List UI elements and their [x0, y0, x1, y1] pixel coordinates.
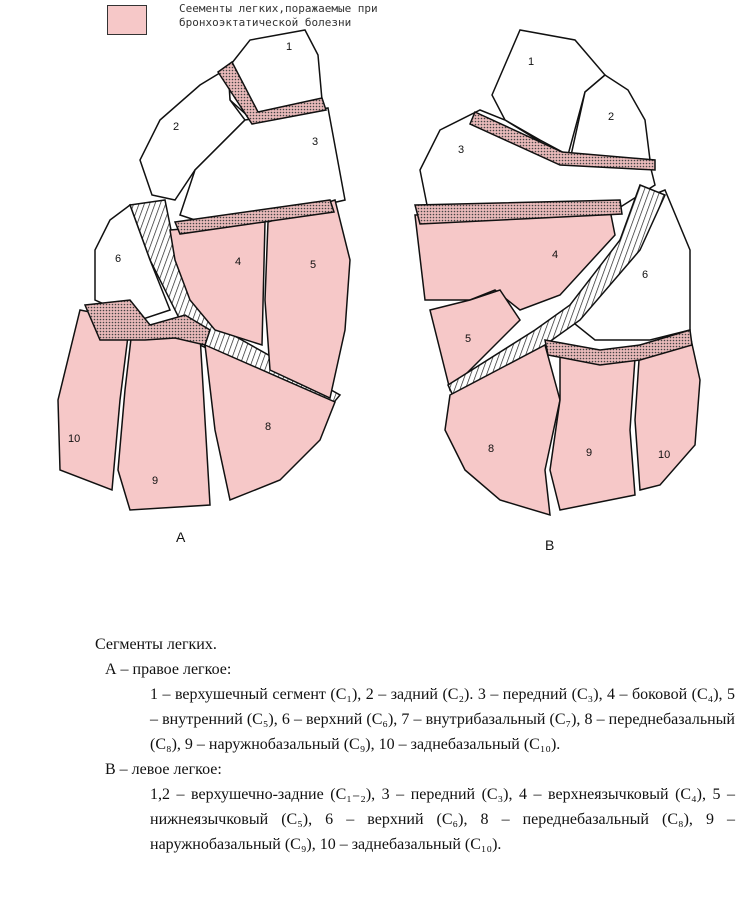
right-label-10: 10	[68, 433, 81, 445]
right-label-4: 4	[235, 256, 242, 268]
right-label-2: 2	[173, 121, 180, 133]
caption-part-a-heading: А – правое легкое:	[105, 661, 232, 678]
right-label-8: 8	[265, 421, 272, 433]
right-segment-9	[118, 330, 210, 510]
right-segment-5	[265, 200, 350, 398]
right-lung	[58, 30, 350, 510]
right-label-9: 9	[152, 475, 159, 487]
right-label-5: 5	[310, 259, 317, 271]
left-lung	[415, 30, 700, 515]
left-segment-9	[550, 355, 635, 510]
left-label-4: 4	[552, 249, 559, 261]
left-label-2: 2	[608, 111, 615, 123]
caption-part-b-heading: В – левое легкое:	[105, 761, 222, 778]
right-label-3: 3	[312, 136, 319, 148]
caption-b-label: B	[545, 537, 555, 553]
caption-part-a-text: 1 – верхушечный сегмент (C₁), 2 – задний (C₂). 3 – передний (C₃), 4 – боковой (C₄), 5 – внутренний (C₅), 6 – верхний (C₆), 7 – внутрибазальный (C₇), 8 – переднебазальный (C₈), 9 – наружнобазальный (C₉), 10 – заднебазальный (C₁₀).	[150, 686, 735, 753]
left-label-8: 8	[488, 443, 495, 455]
left-label-9: 9	[586, 447, 593, 459]
caption-a-label: A	[176, 529, 186, 545]
left-label-3: 3	[458, 144, 465, 156]
caption-part-b-text: 1,2 – верхушечно-задние (C₁₋₂), 3 – передний (C₃), 4 – верхнеязычковый (C₄), 5 – нижнеязычковый (C₅), 6 – верхний (C₆), 8 – переднебазальный (C₈), 9 – наружнобазальный (C₉), 10 – заднебазальный (C₁₀).	[150, 786, 735, 853]
left-label-5: 5	[465, 333, 472, 345]
caption-title: Сегменты легких.	[95, 636, 217, 653]
right-label-6: 6	[115, 253, 122, 265]
left-label-1: 1	[528, 56, 535, 68]
figure-caption	[95, 632, 735, 857]
right-label-1: 1	[286, 41, 293, 53]
left-label-6: 6	[642, 269, 649, 281]
left-label-10: 10	[658, 449, 671, 461]
legend-text: Сеементы легких,поражаемые при бронхоэктатической болезни	[179, 2, 378, 29]
